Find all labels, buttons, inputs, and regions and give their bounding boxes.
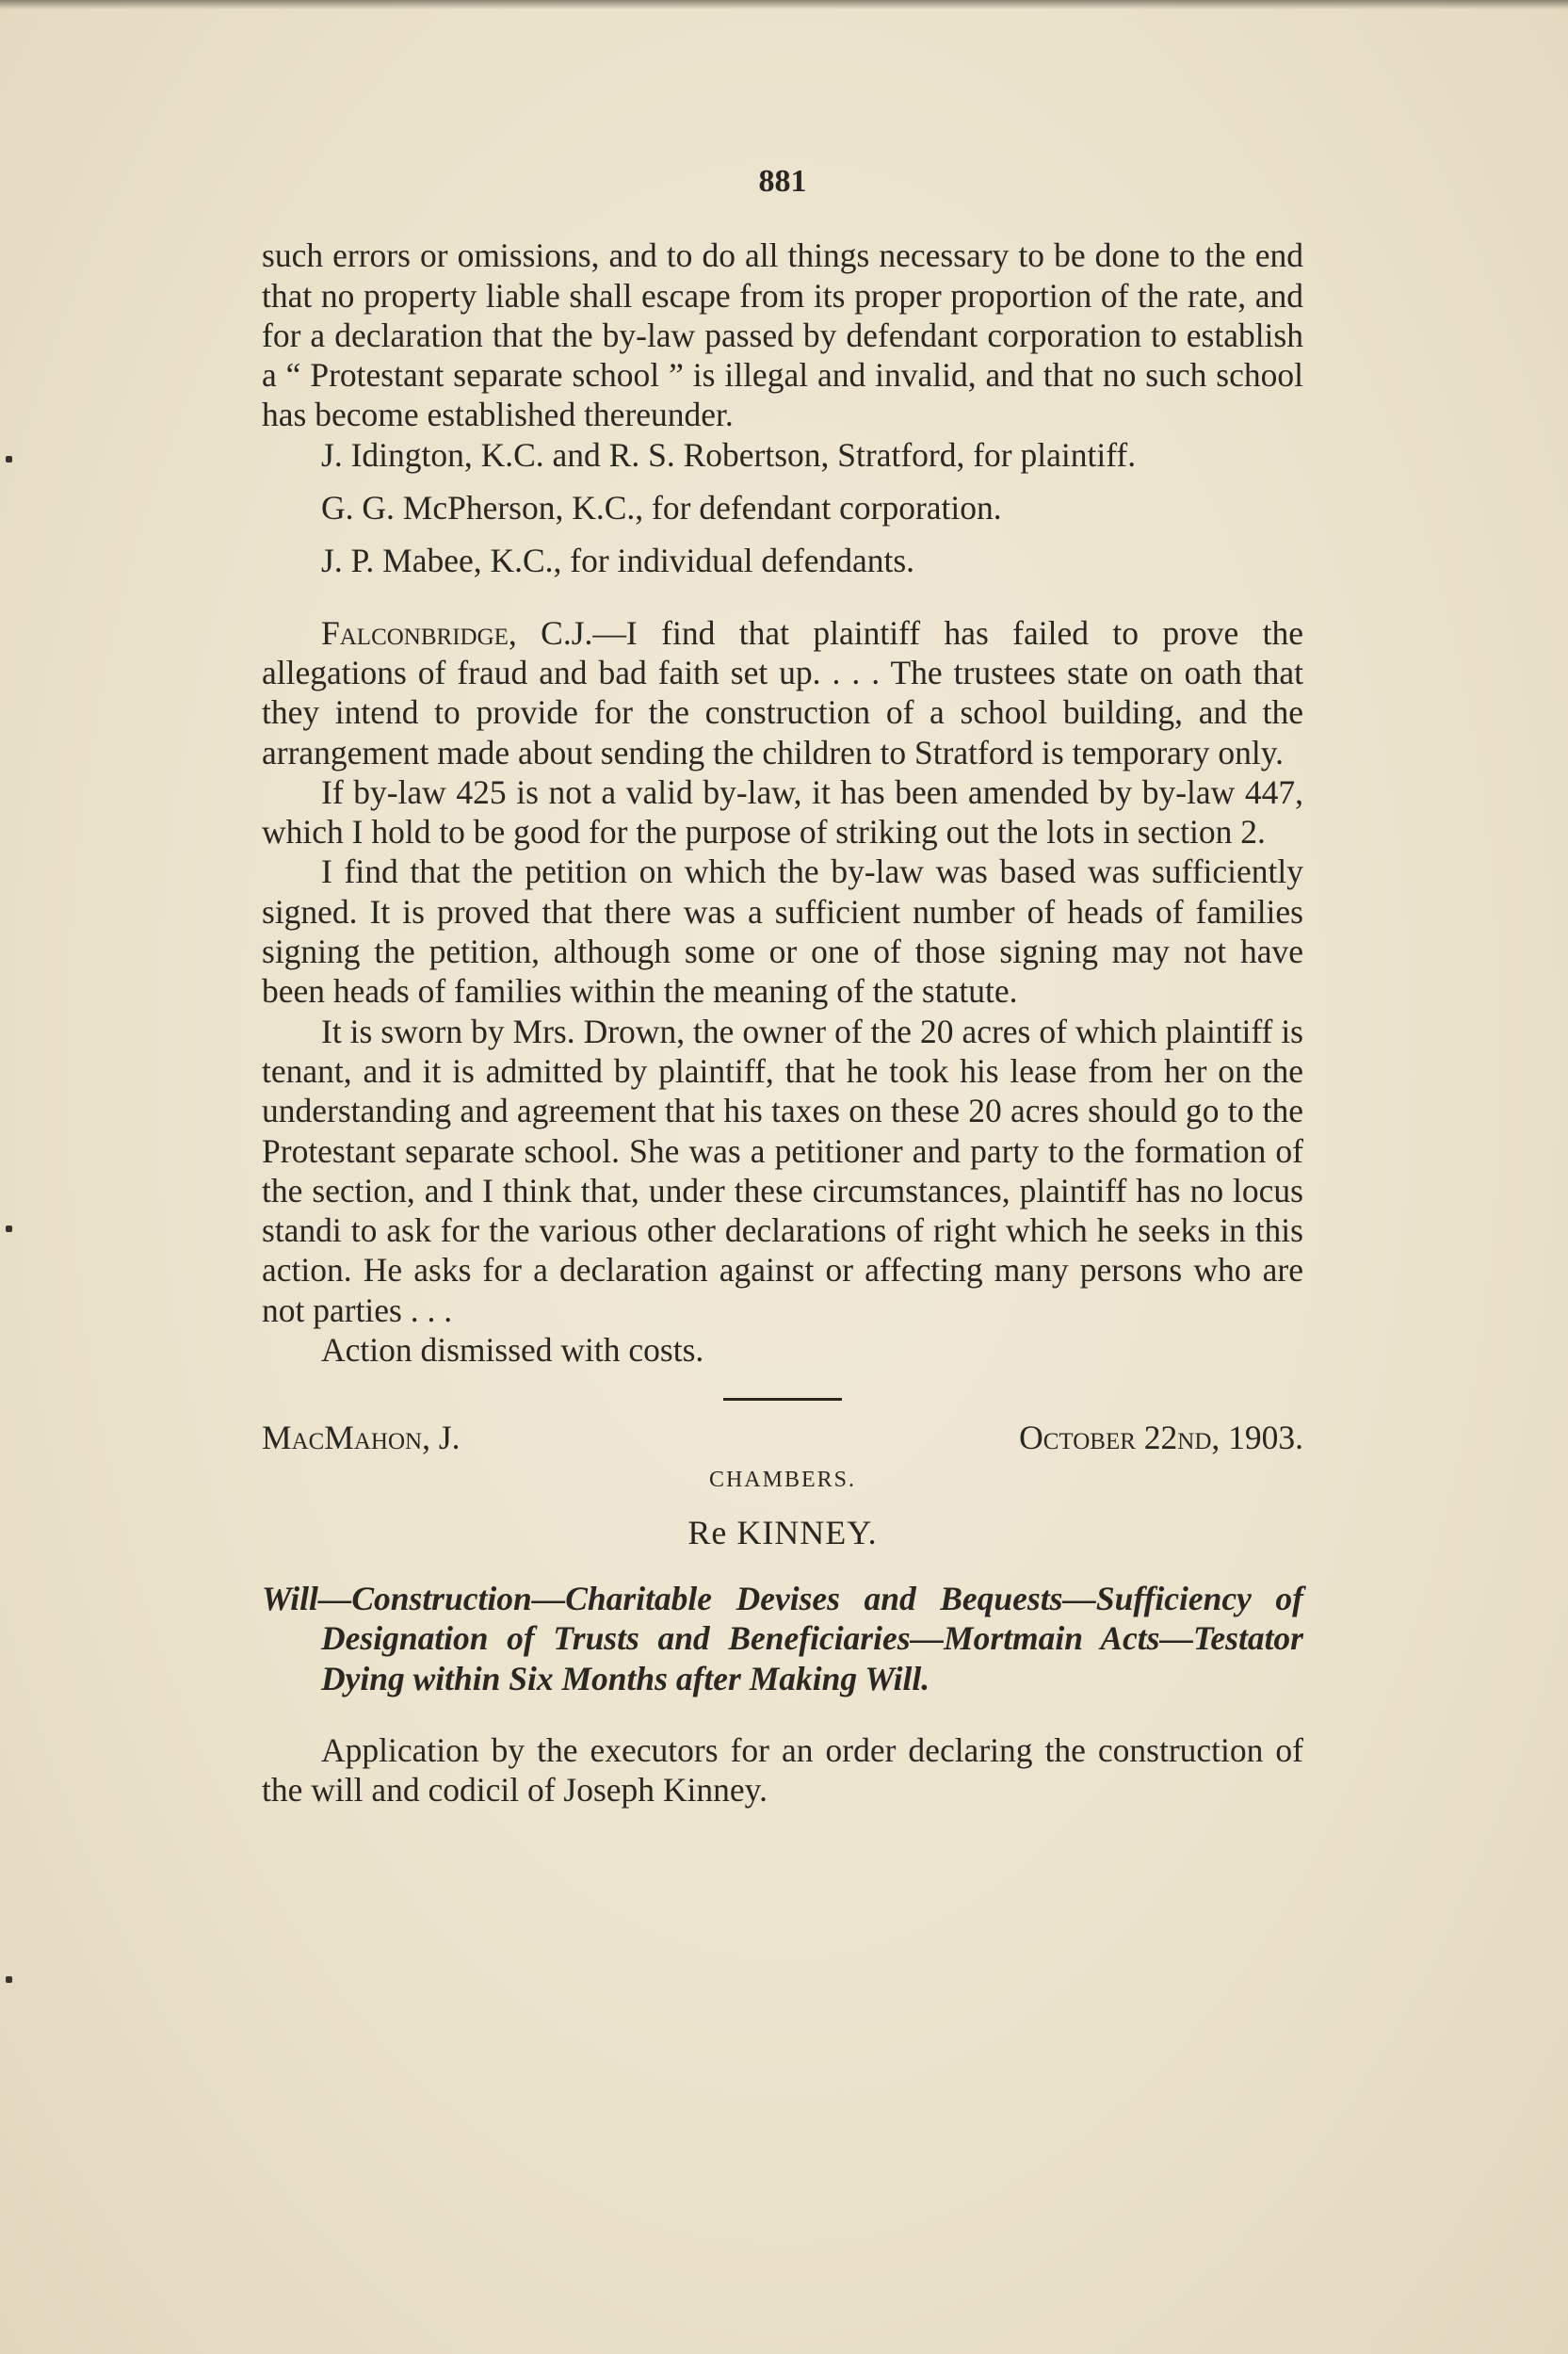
continuation-paragraph: such errors or omissions, and to do all things necessary to be done to the end that no property liable shall escape from its proper proportion of the rate, and for a declaration that the by-law passed by defendant corporation to establish a “ Protestant separate school ” is illegal and invalid, and that no such school has become established thereunder. [262,236,1303,434]
counsel-line: G. G. McPherson, K.C., for defendant corporation. [321,489,1002,528]
case-header-row [262,1418,1303,1457]
judgment-paragraph [262,613,1303,772]
section-divider [723,1398,842,1401]
judgment-paragraph: It is sworn by Mrs. Drown, the owner of the 20 acres of which plaintiff is tenant, and it is admitted by plaintiff, that he took his lease from her on the understanding and agreement that his taxes on these 20 acres should go to the Protestant separate school. She was a petitioner and party to the formation of the section, and I think that, under these circumstances, plaintiff has no locus standi to ask for the various other declarations of right which he seeks in this action. He asks for a declaration against or affecting many persons who are not parties . . . [262,1012,1303,1329]
case-judge: MacMahon, J. [262,1419,461,1457]
case-date: October 22nd, 1903. [1019,1419,1303,1457]
judgment-paragraph: I find that the petition on which the by-law was based was sufficiently signed. It is proved that there was a sufficient number of heads of families signing the petition, although some or one of those signing may not have been heads of families within the meaning of the statute. [262,852,1303,1011]
page-top-edge [0,0,1568,9]
judge-name: Falconbridge, C.J. [321,613,593,652]
case-opening-paragraph: Application by the executors for an order declaring the construction of the will and codicil of Joseph Kinney. [262,1730,1303,1810]
margin-mark [6,1976,12,1983]
disposition: Action dismissed with costs. [321,1331,704,1370]
margin-mark [6,456,12,463]
case-headnote: Will—Construction—Charitable Devises and Bequests—Sufficiency of Designation of Trusts and Beneficiaries—Mortmain Acts—Testator Dying within Six Months after Making Will. [262,1579,1303,1697]
judgment-paragraph: If by-law 425 is not a valid by-law, it has been amended by by-law 447, which I hold to be good for the purpose of striking out the lots in section 2. [262,772,1303,852]
case-title: Re KINNEY. [687,1513,878,1551]
margin-mark [6,1226,12,1232]
venue-label: CHAMBERS. [708,1467,857,1492]
text-column [262,162,1303,1810]
counsel-line: J. P. Mabee, K.C., for individual defendants. [321,542,915,580]
counsel-line: J. Idington, K.C. and R. S. Robertson, Stratford, for plaintiff. [321,435,1137,474]
page-number: 881 [758,164,807,199]
judgment-text: —I find that plaintiff has failed to prove the allegations of fraud and bad faith set up. . . . The trustees state on oath that they intend to provide for the construction of a school building, and the arrangement made about sending the children to Stratford is temporary only. [262,613,1303,771]
